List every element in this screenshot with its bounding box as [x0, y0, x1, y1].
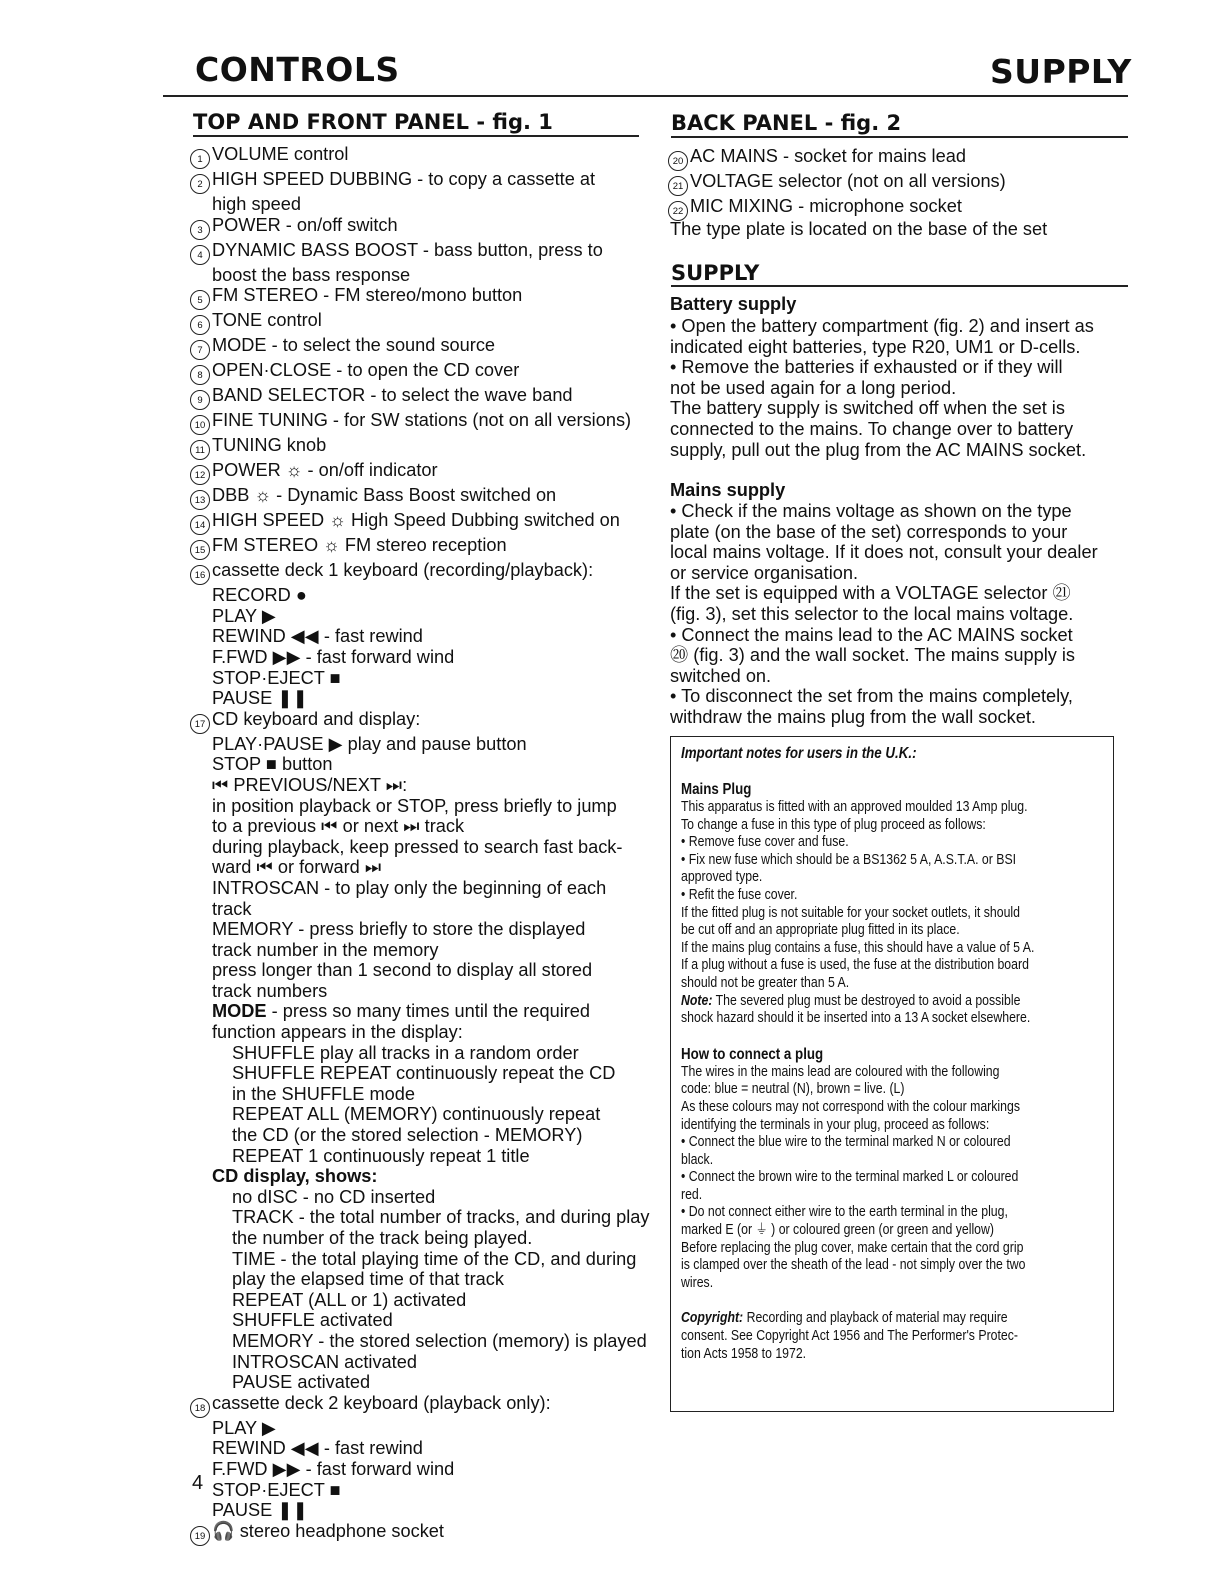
- line-text: the CD (or the stored selection - MEMORY): [232, 1125, 583, 1146]
- item-number-16: 16: [190, 565, 210, 585]
- supply-title: SUPPLY: [671, 261, 760, 285]
- list-line: [190, 385, 650, 410]
- line-text: during playback, keep pressed to search fast back-: [212, 836, 623, 857]
- list-line: [190, 310, 650, 335]
- line-text: PLAY·PAUSE ▶ play and pause button: [212, 733, 527, 754]
- item-number-9: 9: [190, 390, 210, 410]
- item-number-5: 5: [190, 290, 210, 310]
- list-line: [190, 1372, 650, 1393]
- text-line: wires.: [681, 1274, 714, 1291]
- line-text: REWIND ◀◀ - fast rewind: [212, 626, 423, 647]
- list-line: [190, 335, 650, 360]
- text-line: As these colours may not correspond with the colour markings: [681, 1098, 1020, 1115]
- text-line: • Refit the fuse cover.: [681, 886, 798, 903]
- line-text: DYNAMIC BASS BOOST - bass button, press to: [212, 239, 603, 260]
- text-line: • Connect the blue wire to the terminal marked N or coloured: [681, 1134, 1011, 1151]
- list-line: [190, 1104, 650, 1125]
- list-line: [190, 1393, 650, 1418]
- item-number-13: 13: [190, 490, 210, 510]
- text-line: • Remove fuse cover and fuse.: [681, 834, 849, 851]
- list-line: [190, 668, 650, 689]
- item-number-22: 22: [668, 201, 688, 221]
- list-line: [190, 796, 650, 817]
- text-line: The wires in the mains lead are coloured with the following: [681, 1063, 1000, 1080]
- note-label: Note:: [681, 992, 713, 1009]
- line-text: TONE control: [212, 310, 322, 331]
- list-line: [190, 560, 650, 585]
- item-number-14: 14: [190, 515, 210, 535]
- line-text: high speed: [212, 194, 301, 214]
- text-line: • To disconnect the set from the mains completely,: [670, 686, 1073, 707]
- text-line: If the mains plug contains a fuse, this should have a value of 5 A.: [681, 939, 1035, 956]
- line-text: function appears in the display:: [212, 1022, 463, 1043]
- item-number-6: 6: [190, 315, 210, 335]
- list-line: [190, 435, 650, 460]
- note-line-2: shock hazard should it be inserted into a 13 A socket elsewhere.: [681, 1010, 1031, 1027]
- copyright-line-2: consent. See Copyright Act 1956 and The Performer's Protec-: [681, 1328, 1019, 1345]
- header-supply: SUPPLY: [990, 52, 1132, 91]
- text-line: withdraw the mains plug from the wall socket.: [670, 706, 1036, 727]
- list-line: [190, 285, 650, 310]
- text-line: identifying the terminals in your plug, proceed as follows:: [681, 1116, 990, 1133]
- line-text: CD keyboard and display:: [212, 708, 421, 729]
- item-number-1: 1: [190, 149, 210, 169]
- text-line: • Fix new fuse which should be a BS1362 5 A, A.S.T.A. or BSI: [681, 851, 1017, 868]
- page-number: 4: [192, 1472, 204, 1494]
- line-text: F.FWD ▶▶ - fast forward wind: [212, 646, 455, 667]
- line-text: REWIND ◀◀ - fast rewind: [212, 1438, 423, 1459]
- line-text: REPEAT (ALL or 1) activated: [232, 1289, 467, 1310]
- mains-supply-text: [670, 501, 1098, 728]
- line-text: VOLUME control: [212, 144, 349, 164]
- line-text: VOLTAGE selector (not on all versions): [690, 171, 1006, 191]
- list-line: [190, 816, 650, 837]
- line-text: PLAY ▶: [212, 1417, 276, 1438]
- list-line: [190, 1207, 650, 1228]
- line-text: no dISC - no CD inserted: [232, 1186, 436, 1207]
- line-text: REPEAT ALL (MEMORY) continuously repeat: [232, 1104, 601, 1125]
- text-line: This apparatus is fitted with an approved moulded 13 Amp plug.: [681, 799, 1028, 815]
- list-line: [190, 940, 650, 961]
- list-line: [190, 857, 650, 878]
- line-text: track numbers: [212, 980, 328, 1001]
- list-line: [190, 1063, 650, 1084]
- line-text: CD display, shows:: [212, 1166, 378, 1187]
- line-text: AC MAINS - socket for mains lead: [690, 146, 966, 166]
- line-text: REPEAT 1 continuously repeat 1 title: [232, 1145, 530, 1166]
- list-line: [190, 535, 650, 560]
- list-line: [668, 146, 1128, 171]
- list-line: [190, 485, 650, 510]
- list-line: [190, 647, 650, 668]
- line-text: MODE: [212, 1001, 267, 1022]
- back-panel-rule: [671, 136, 1128, 138]
- list-line: [190, 1480, 650, 1501]
- text-line: • Do not connect either wire to the earth terminal in the plug,: [681, 1204, 1008, 1221]
- line-text: boost the bass response: [212, 264, 411, 285]
- line-text: cassette deck 1 keyboard (recording/playback):: [212, 560, 594, 581]
- text-line: The battery supply is switched off when the set is: [670, 398, 1065, 419]
- line-text: MEMORY - the stored selection (memory) is played: [232, 1330, 647, 1351]
- note-line-1: [681, 993, 1044, 1011]
- list-line: [190, 734, 650, 755]
- line-text: PAUSE activated: [232, 1372, 371, 1393]
- list-line: [190, 585, 650, 606]
- text-line: code: blue = neutral (N), brown = live. (L): [681, 1081, 905, 1098]
- list-line: [190, 169, 650, 194]
- line-text: HIGH SPEED DUBBING - to copy a cassette at: [212, 169, 596, 189]
- text-line: • Connect the brown wire to the terminal marked L or coloured: [681, 1169, 1019, 1186]
- text-line: • Open the battery compartment (fig. 2) and insert as: [670, 316, 1094, 336]
- list-line: [190, 215, 650, 240]
- mains-plug-text: [681, 799, 1103, 993]
- text-line: If the set is equipped with a VOLTAGE selector ㉑: [670, 583, 1071, 604]
- list-line: [190, 360, 650, 385]
- text-line: • Check if the mains voltage as shown on the type: [670, 501, 1072, 521]
- line-text: FINE TUNING - for SW stations (not on all versions): [212, 410, 632, 431]
- list-line: [190, 837, 650, 858]
- line-text: MIC MIXING - microphone socket: [690, 196, 962, 216]
- text-line: • Connect the mains lead to the AC MAINS socket: [670, 624, 1073, 645]
- list-line: [190, 1438, 650, 1459]
- header-controls: CONTROLS: [195, 50, 400, 89]
- list-line: [190, 1187, 650, 1208]
- copyright-label: Copyright:: [681, 1310, 744, 1327]
- list-line: [190, 1310, 650, 1331]
- text-line: local mains voltage. If it does not, consult your dealer: [670, 542, 1098, 563]
- text-line: If a plug without a fuse is used, the fuse at the distribution board: [681, 957, 1029, 974]
- list-line: [190, 1001, 650, 1022]
- list-line: [190, 1290, 650, 1311]
- text-line: red.: [681, 1186, 703, 1203]
- text-line: • Remove the batteries if exhausted or if they will: [670, 357, 1063, 378]
- line-text-rest: - press so many times until the required: [266, 1001, 591, 1022]
- text-line: switched on.: [670, 665, 772, 686]
- line-text: PAUSE ❚❚: [212, 1500, 308, 1521]
- connect-plug-text: [681, 1064, 1103, 1293]
- list-line: [190, 1249, 650, 1270]
- text-line: approved type.: [681, 869, 763, 886]
- text-line: should not be greater than 5 A.: [681, 974, 850, 991]
- line-text: in position playback or STOP, press briefly to jump: [212, 795, 617, 816]
- line-text: track: [212, 898, 252, 919]
- header-rule: [163, 95, 1128, 97]
- line-text: TIME - the total playing time of the CD, and during: [232, 1248, 637, 1269]
- text-line: (fig. 3), set this selector to the local mains voltage.: [670, 603, 1074, 624]
- line-text: to a previous ⏮ or next ⏭ track: [212, 816, 465, 837]
- list-line: [190, 981, 650, 1002]
- top-front-panel-rule: [193, 135, 639, 137]
- list-line: [190, 1084, 650, 1105]
- list-line: [190, 1228, 650, 1249]
- list-line: [190, 194, 650, 215]
- line-text: ⏮ PREVIOUS/NEXT ⏭:: [212, 774, 408, 795]
- text-line: connected to the mains. To change over to battery: [670, 418, 1074, 439]
- list-line: [190, 899, 650, 920]
- line-text: 🎧 stereo headphone socket: [212, 1520, 444, 1541]
- list-line: [190, 410, 650, 435]
- item-number-4: 4: [190, 245, 210, 265]
- line-text: FM STEREO ☼ FM stereo reception: [212, 535, 507, 556]
- list-line: [190, 1521, 650, 1546]
- list-line: [190, 754, 650, 775]
- line-text: MEMORY - press briefly to store the displayed: [212, 919, 586, 940]
- text-line: supply, pull out the plug from the AC MAINS socket.: [670, 439, 1087, 460]
- list-line: [190, 1125, 650, 1146]
- copyright-text-1: Recording and playback of material may require: [743, 1310, 1008, 1327]
- connect-plug-heading: How to connect a plug: [681, 1045, 824, 1063]
- text-line: To change a fuse in this type of plug proceed as follows:: [681, 816, 986, 833]
- list-line: [190, 144, 650, 169]
- list-line: [190, 688, 650, 709]
- text-line: If the fitted plug is not suitable for your socket outlets, it should: [681, 904, 1021, 921]
- line-text: FM STEREO - FM stereo/mono button: [212, 285, 523, 306]
- note-text-1: The severed plug must be destroyed to avoid a possible: [712, 992, 1021, 1009]
- list-line: [190, 1500, 650, 1521]
- text-line: not be used again for a long period.: [670, 377, 957, 398]
- list-line: [190, 1459, 650, 1480]
- list-line: [190, 626, 650, 647]
- list-line: [190, 460, 650, 485]
- line-text: RECORD ●: [212, 585, 307, 606]
- text-line: is clamped over the sheath of the lead - not simply over the two: [681, 1257, 1026, 1274]
- back-panel-list: [668, 146, 1128, 221]
- item-number-12: 12: [190, 465, 210, 485]
- list-line: [190, 709, 650, 734]
- item-number-19: 19: [190, 1526, 210, 1546]
- text-line: be cut off and an appropriate plug fitted in its place.: [681, 922, 960, 939]
- list-line: [190, 265, 650, 286]
- list-line: [190, 1331, 650, 1352]
- item-number-20: 20: [668, 151, 688, 171]
- line-text: OPEN·CLOSE - to open the CD cover: [212, 360, 520, 381]
- line-text: the number of the track being played.: [232, 1228, 533, 1248]
- battery-supply-heading: Battery supply: [670, 294, 797, 314]
- line-text: POWER - on/off switch: [212, 214, 398, 235]
- line-text: PAUSE ❚❚: [212, 688, 308, 709]
- item-number-18: 18: [190, 1398, 210, 1418]
- line-text: STOP·EJECT ■: [212, 1479, 341, 1500]
- list-line: [190, 510, 650, 535]
- item-number-8: 8: [190, 365, 210, 385]
- text-line: plate (on the base of the set) corresponds to your: [670, 521, 1068, 542]
- back-panel-title: BACK PANEL - fig. 2: [671, 111, 902, 135]
- text-line: marked E (or ⏚ ) or coloured green (or green and yellow): [681, 1222, 994, 1239]
- supply-rule: [671, 285, 1128, 287]
- line-text: TUNING knob: [212, 435, 327, 456]
- copyright-line-1: [681, 1310, 1044, 1328]
- line-text: press longer than 1 second to display all stored: [212, 960, 593, 981]
- list-line: [668, 196, 1128, 221]
- item-number-3: 3: [190, 220, 210, 240]
- list-line: [190, 606, 650, 627]
- line-text: POWER ☼ - on/off indicator: [212, 460, 438, 481]
- type-plate-text: The type plate is located on the base of the set: [670, 219, 1048, 239]
- line-text: SHUFFLE REPEAT continuously repeat the CD: [232, 1063, 616, 1084]
- line-text: BAND SELECTOR - to select the wave band: [212, 385, 573, 406]
- list-line: [190, 1352, 650, 1373]
- list-line: [190, 1043, 650, 1064]
- item-number-17: 17: [190, 714, 210, 734]
- text-line: Before replacing the plug cover, make certain that the cord grip: [681, 1239, 1024, 1256]
- list-line: [190, 240, 650, 265]
- mains-supply-heading: Mains supply: [670, 480, 786, 500]
- line-text: HIGH SPEED ☼ High Speed Dubbing switched on: [212, 510, 620, 531]
- list-line: [190, 960, 650, 981]
- list-line: [190, 1166, 650, 1187]
- line-text: TRACK - the total number of tracks, and during play: [232, 1207, 650, 1228]
- battery-supply-text: [670, 316, 1094, 460]
- line-text: F.FWD ▶▶ - fast forward wind: [212, 1458, 455, 1479]
- list-line: [190, 919, 650, 940]
- line-text: play the elapsed time of that track: [232, 1269, 504, 1290]
- list-line: [190, 1022, 650, 1043]
- text-line: black.: [681, 1151, 714, 1168]
- line-text: ward ⏮ or forward ⏭: [212, 857, 382, 878]
- controls-list: [190, 144, 650, 1546]
- line-text: SHUFFLE play all tracks in a random order: [232, 1042, 579, 1063]
- list-line: [190, 1269, 650, 1290]
- line-text: SHUFFLE activated: [232, 1310, 393, 1331]
- line-text: INTROSCAN activated: [232, 1351, 417, 1372]
- copyright-line-3: tion Acts 1958 to 1972.: [681, 1345, 807, 1362]
- item-number-2: 2: [190, 174, 210, 194]
- item-number-10: 10: [190, 415, 210, 435]
- line-text: MODE - to select the sound source: [212, 335, 496, 356]
- uk-notes-box: [670, 736, 1114, 1412]
- uk-notes-title: Important notes for users in the U.K.:: [681, 745, 917, 762]
- line-text: INTROSCAN - to play only the beginning of each: [212, 877, 607, 898]
- item-number-7: 7: [190, 340, 210, 360]
- mains-plug-heading: Mains Plug: [681, 781, 752, 798]
- list-line: [190, 1146, 650, 1167]
- text-line: or service organisation.: [670, 562, 859, 583]
- line-text: STOP·EJECT ■: [212, 667, 341, 688]
- item-number-11: 11: [190, 440, 210, 460]
- line-text: in the SHUFFLE mode: [232, 1083, 415, 1104]
- item-number-21: 21: [668, 176, 688, 196]
- text-line: indicated eight batteries, type R20, UM1 or D-cells.: [670, 336, 1081, 357]
- list-line: [190, 1418, 650, 1439]
- text-line: ⑳ (fig. 3) and the wall socket. The mains supply is: [670, 645, 1076, 666]
- line-text: STOP ■ button: [212, 754, 333, 775]
- line-text: track number in the memory: [212, 939, 439, 960]
- line-text: PLAY ▶: [212, 605, 276, 626]
- list-line: [668, 171, 1128, 196]
- line-text: cassette deck 2 keyboard (playback only):: [212, 1392, 551, 1413]
- item-number-15: 15: [190, 540, 210, 560]
- list-line: [190, 878, 650, 899]
- top-front-panel-title: TOP AND FRONT PANEL - fig. 1: [193, 110, 553, 134]
- list-line: [190, 775, 650, 796]
- line-text: DBB ☼ - Dynamic Bass Boost switched on: [212, 485, 557, 506]
